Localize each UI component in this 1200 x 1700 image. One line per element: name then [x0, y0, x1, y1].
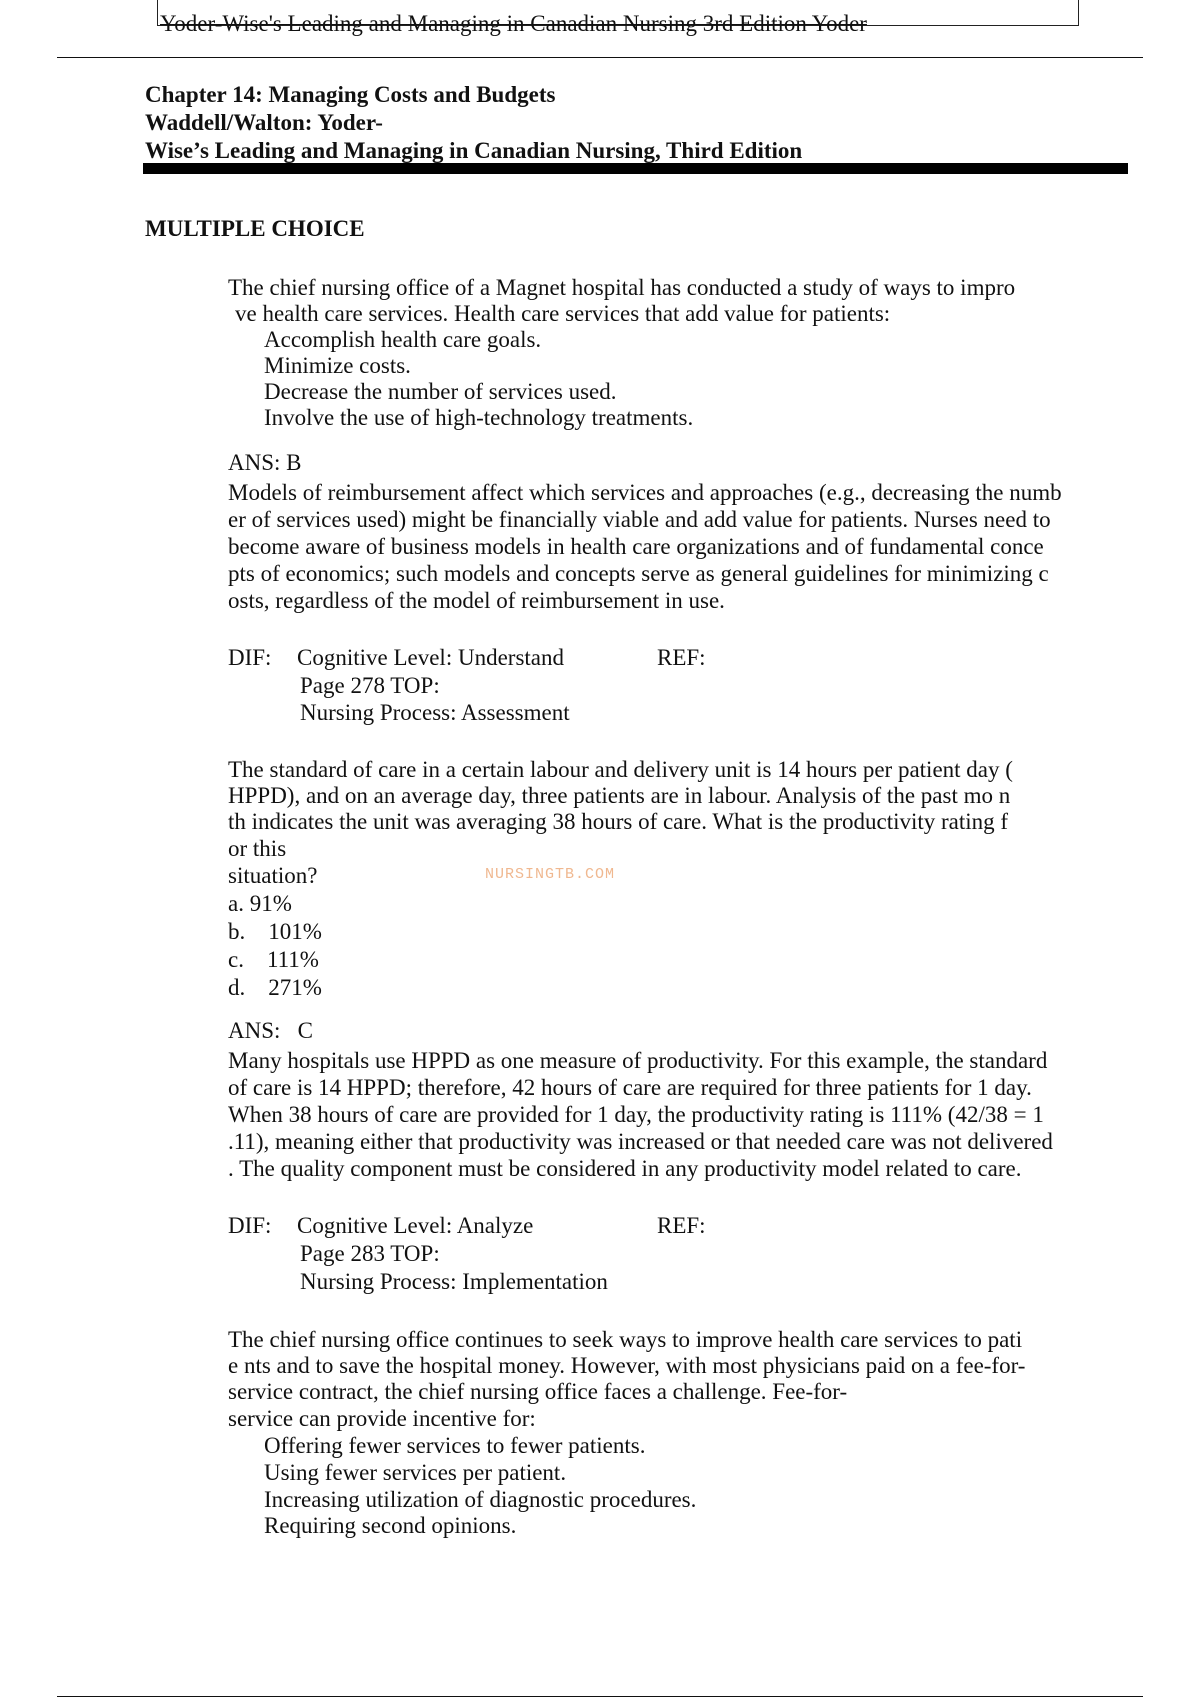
question-3-stem-line: service can provide incentive for: [228, 1406, 536, 1431]
question-2-dif-label: DIF: [228, 1213, 272, 1238]
question-2-answer: ANS: C [228, 1018, 313, 1043]
question-1-option: Accomplish health care goals. [264, 327, 542, 352]
question-1-ref: REF: [657, 645, 706, 670]
question-2-stem-line: HPPD), and on an average day, three patients are in labour. Analysis of the past mo n [228, 783, 1011, 808]
question-2-page-top: Page 283 TOP: [300, 1241, 440, 1266]
question-1-option: Minimize costs. [264, 353, 411, 378]
running-header: Yoder-Wise's Leading and Managing in Canadian Nursing 3rd Edition Yoder [160, 11, 867, 36]
question-1-answer: ANS: B [228, 450, 302, 475]
watermark: NURSINGTB.COM [485, 866, 616, 883]
footer-rule [57, 1696, 1143, 1697]
question-2-option: d. 271% [228, 975, 322, 1000]
question-2-option: c. 111% [228, 947, 319, 972]
question-1-cognitive-level: Cognitive Level: Understand [297, 645, 564, 670]
question-3-option: Increasing utilization of diagnostic procedures. [264, 1487, 697, 1512]
question-1-dif-label: DIF: [228, 645, 272, 670]
question-1-rationale-line: osts, regardless of the model of reimbursement in use. [228, 588, 725, 613]
question-3-option: Using fewer services per patient. [264, 1460, 567, 1485]
question-2-ref: REF: [657, 1213, 706, 1238]
chapter-title: Chapter 14: Managing Costs and Budgets [145, 82, 556, 107]
question-3-option: Offering fewer services to fewer patients. [264, 1433, 646, 1458]
question-1-rationale-line: pts of economics; such models and concepts serve as general guidelines for minimizing c [228, 561, 1049, 586]
question-1-page-top: Page 278 TOP: [300, 673, 440, 698]
question-3-stem-line: e nts and to save the hospital money. However, with most physicians paid on a fee-for- [228, 1353, 1026, 1378]
question-2-rationale-line: .11), meaning either that productivity was increased or that needed care was not delivered [228, 1129, 1053, 1154]
question-2-stem-line: th indicates the unit was averaging 38 hours of care. What is the productivity rating f [228, 809, 1009, 834]
section-heading: MULTIPLE CHOICE [145, 216, 365, 241]
title-rule [143, 163, 1128, 174]
question-2-nursing-process: Nursing Process: Implementation [300, 1269, 608, 1294]
question-2-rationale-line: of care is 14 HPPD; therefore, 42 hours of care are required for three patients for 1 day. [228, 1075, 1032, 1100]
question-3-option: Requiring second opinions. [264, 1513, 517, 1538]
question-1-nursing-process: Nursing Process: Assessment [300, 700, 570, 725]
question-1-option: Involve the use of high-technology treatments. [264, 405, 694, 430]
question-2-stem-line: situation? [228, 863, 318, 888]
question-2-rationale-line: Many hospitals use HPPD as one measure of productivity. For this example, the standard [228, 1048, 1048, 1073]
book-title: Wise’s Leading and Managing in Canadian Nursing, Third Edition [145, 138, 803, 163]
question-1-stem-line: ve health care services. Health care services that add value for patients: [235, 301, 891, 326]
question-2-cognitive-level: Cognitive Level: Analyze [297, 1213, 534, 1238]
question-1-rationale-line: become aware of business models in health care organizations and of fundamental conce [228, 534, 1044, 559]
question-3-stem-line: service contract, the chief nursing office faces a challenge. Fee-for- [228, 1379, 848, 1404]
question-2-option: a. 91% [228, 891, 292, 916]
question-1-rationale-line: er of services used) might be financially viable and add value for patients. Nurses need to [228, 507, 1051, 532]
question-3-stem-line: The chief nursing office continues to seek ways to improve health care services to pati [228, 1327, 1023, 1352]
question-1-option: Decrease the number of services used. [264, 379, 617, 404]
header-rule [57, 57, 1143, 58]
question-2-stem-line: The standard of care in a certain labour and delivery unit is 14 hours per patient day ( [228, 757, 1013, 782]
question-1-stem-line: The chief nursing office of a Magnet hospital has conducted a study of ways to impro [228, 275, 1016, 300]
question-2-option: b. 101% [228, 919, 322, 944]
question-1-rationale-line: Models of reimbursement affect which services and approaches (e.g., decreasing the numb [228, 480, 1062, 505]
question-2-rationale-line: . The quality component must be considered in any productivity model related to care. [228, 1156, 1022, 1181]
authors-line: Waddell/Walton: Yoder- [145, 110, 383, 135]
question-2-stem-line: or this [228, 836, 287, 861]
question-2-rationale-line: When 38 hours of care are provided for 1 day, the productivity rating is 111% (42/38 = 1 [228, 1102, 1044, 1127]
